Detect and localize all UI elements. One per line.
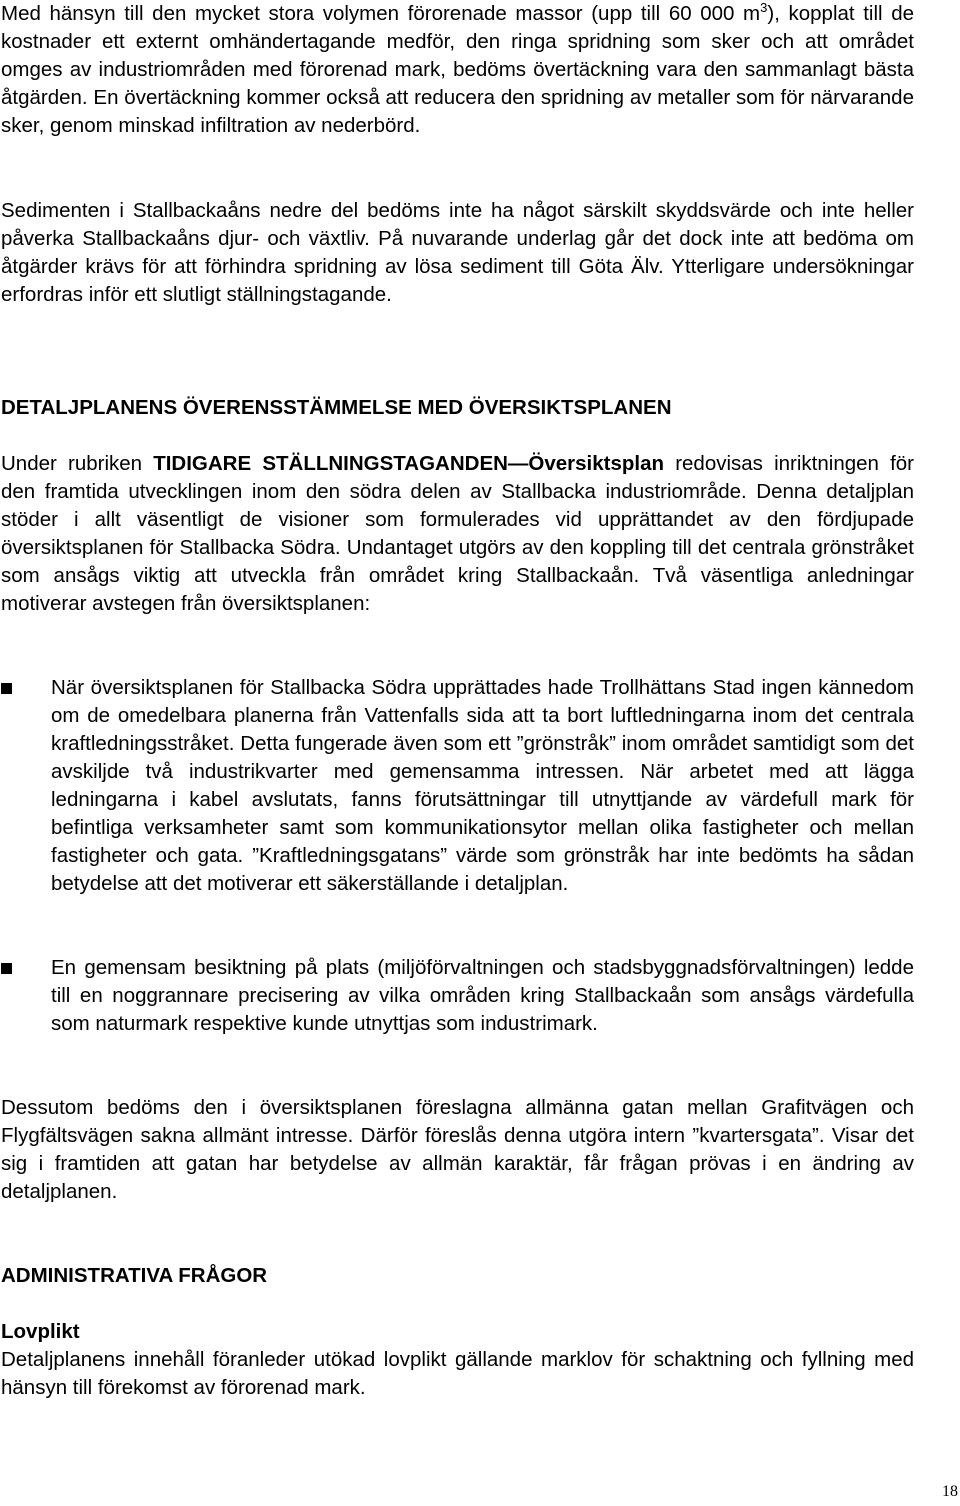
square-bullet-icon xyxy=(1,683,12,694)
paragraph-text: redovisas inriktningen för den framtida utvecklingen inom den södra delen av Stallbacka industriområde. Denna detaljplan stöder i allt väsentligt de visioner som formulerades vid upprättandet av den fördjupade översiktsplanen för Stallbacka Södra. Undantaget utgörs av den koppling till det centrala grönstråket som ansågs viktig att utveckla från området kring Stallbackaån. Två väsentliga anledningar motiverar avstegen från översiktsplanen: xyxy=(1,452,915,615)
paragraph-text: ), kopplat till de kostnader ett externt omhändertagande medför, den ringa spridning som sker och att området omges av industriområden med förorenad mark, bedöms övertäckning vara den sammanlagt bästa åtgärden. En övertäckning kommer också att reducera den spridning av metaller som för närvarande sker, genom minskad infiltration av nederbörd. xyxy=(1,2,914,137)
paragraph-sedimenten: Sedimenten i Stallbackaåns nedre del bedöms inte ha något särskilt skyddsvärde och inte heller påverka Stallbackaåns djur- och växtliv. På nuvarande underlag går det dock inte att bedöma om åtgärder krävs för att förhindra spridning av lösa sediment till Göta Älv. Ytterligare undersökningar erfordras inför ett slutligt ställningstagande. xyxy=(1,199,914,306)
paragraph-text: Under rubriken xyxy=(1,452,154,475)
heading-overensstammelse: DETALJPLANENS ÖVERENSSTÄMMELSE MED ÖVERSIKTSPLANEN xyxy=(1,396,672,419)
bold-reference: TIDIGARE STÄLLNINGSTAGANDEN—Översiktsplan xyxy=(153,452,665,475)
heading-lovplikt: Lovplikt xyxy=(1,1320,80,1343)
square-bullet-icon xyxy=(1,963,12,974)
page-number: 18 xyxy=(942,1483,958,1500)
bullet-item xyxy=(1,674,914,898)
paragraph-lovplikt: Detaljplanens innehåll föranleder utökad lovplikt gällande marklov för schaktning och fyllning med hänsyn till förekomst av förorenad mark. xyxy=(1,1348,914,1399)
bullet-text: En gemensam besiktning på plats (miljöförvaltningen och stadsbyggnadsförvaltningen) ledde till en noggrannare precisering av vilka områden kring Stallbackaån som ansågs värdefulla som naturmark respektive kunde utnyttjas som industrimark. xyxy=(51,956,914,1035)
paragraph-dessutom: Dessutom bedöms den i översiktsplanen föreslagna allmänna gatan mellan Grafitvägen och Flygfältsvägen sakna allmänt intresse. Därför föreslås denna utgöra intern ”kvartersgata”. Visar det sig i framtiden att gatan har betydelse av allmän karaktär, får frågan prövas i en ändring av detaljplanen. xyxy=(1,1096,914,1203)
paragraph-overtackning xyxy=(1,0,914,140)
superscript: 3 xyxy=(760,0,768,16)
bullet-text: När översiktsplanen för Stallbacka Södra upprättades hade Trollhättans Stad ingen kännedom om de omedelbara planerna från Vattenfalls sida att ta bort luftledningarna inom det centrala kraftledningsstråket. Detta fungerade även som ett ”grönstråk” inom området samtidigt som det avskiljde två industrikvarter med gemensamma intressen. När arbetet med att lägga ledningarna i kabel avslutats, fanns förutsättningar till utnyttjande av värdefull mark för befintliga verksamheter samt som kommunikationsytor mellan olika fastigheter och mellan fastigheter och gata. ”Kraftledningsgatans” värde som grönstråk har inte bedömts ha sådan betydelse att det motiverar ett säkerställande i detaljplan. xyxy=(51,676,914,895)
bullet-item xyxy=(1,954,914,1038)
paragraph-under-rubriken xyxy=(1,450,914,618)
paragraph-text: Med hänsyn till den mycket stora volymen förorenade massor (upp till 60 000 m xyxy=(1,2,761,25)
heading-administrativa: ADMINISTRATIVA FRÅGOR xyxy=(1,1264,268,1287)
